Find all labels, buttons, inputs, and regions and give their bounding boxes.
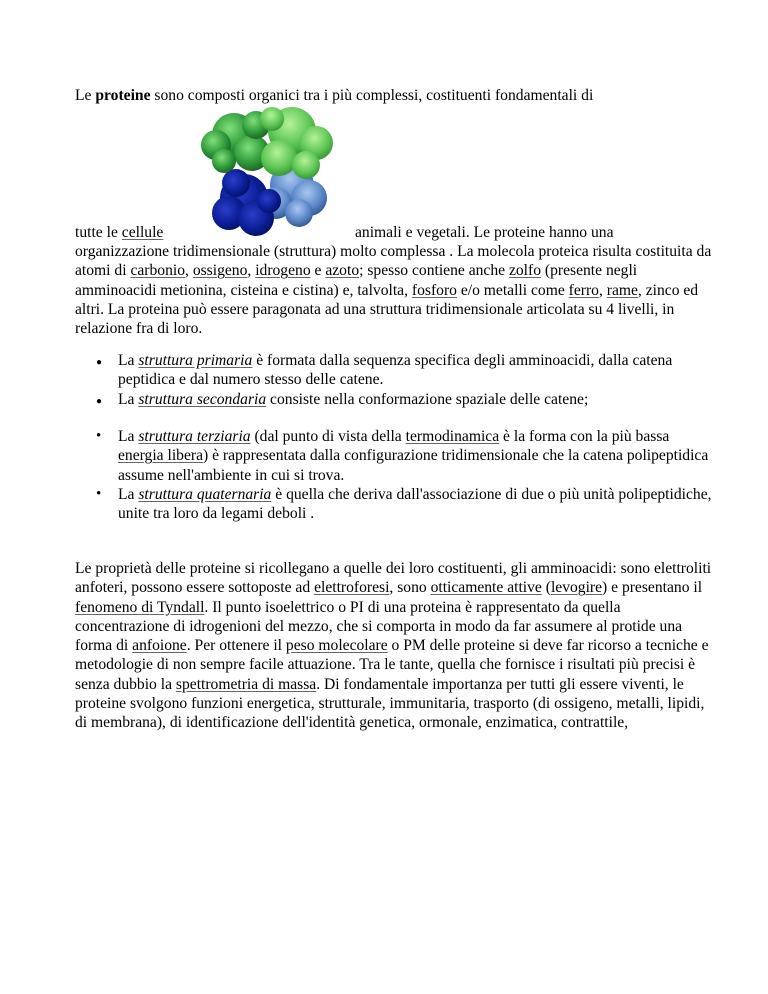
link-ossigeno[interactable]: ossigeno (192, 262, 248, 280)
text-run: consiste nella conformazione spaziale delle catene; (266, 390, 589, 408)
text-run: animali e vegetali. Le proteine hanno una (355, 224, 614, 241)
text-run: , sono (389, 579, 431, 597)
text-run: , (185, 262, 193, 280)
link-struttura-terziaria[interactable]: struttura terziaria (138, 428, 251, 445)
text-run: ; spesso contiene anche (359, 262, 509, 280)
properties-paragraph (75, 559, 715, 733)
link-spettrometria-di-massa[interactable]: spettrometria di massa (175, 675, 317, 693)
text-run: La (118, 352, 139, 369)
text-run: o PM delle proteine si deve far ricorso a tecniche e metodologie di non sempre facile attuazione. Tra le tante, quella che fornisce i risultati più precisi è senza dubbio la (75, 637, 709, 693)
link-fenomeno-di-tyndall[interactable]: fenomeno di Tyndall (75, 598, 205, 616)
link-otticamente-attive[interactable]: otticamente attive (430, 579, 542, 597)
text-run: (dal punto di vista della (250, 428, 406, 445)
link-struttura-secondaria[interactable]: struttura secondaria (138, 390, 267, 408)
list-item (96, 485, 716, 524)
link-elettroforesi[interactable]: elettroforesi (314, 579, 390, 597)
link-ferro[interactable]: ferro (568, 281, 599, 299)
text-run: (presente negli amminoacidi metionina, cisteina e cistina) e, talvolta, (75, 262, 638, 299)
bullet-icon: ● (96, 395, 103, 407)
text-run: . Di fondamentale importanza per tutti gli essere viventi, le proteine svolgono funzioni energetica, strutturale, immunitaria, trasporto (di ossigeno, metalli, lipidi, di membrana), di identificazione dell'identità genetica, ormonale, enzimatica, contrattile, (75, 675, 705, 732)
text-run: , zinco ed altri. La proteina può essere paragonata ad una struttura tridimensionale articolata su 4 livelli, in relazione fra di loro. (75, 281, 699, 338)
link-azoto[interactable]: azoto (325, 262, 360, 280)
text-run: e (310, 262, 326, 280)
text-run: è la forma con la più bassa (499, 428, 670, 445)
text-run: sono composti organici tra i più complessi, costituenti fondamentali di (150, 87, 594, 104)
bullet-icon: • (96, 485, 102, 502)
text-run: è quella che deriva dall'associazione di due o più unità polipeptidiche, unite tra loro da legami deboli . (118, 485, 712, 523)
intro-line-2-cont (355, 223, 614, 242)
text-run: e/o metalli come (456, 281, 569, 299)
link-struttura-primaria[interactable]: struttura primaria (138, 352, 253, 369)
text-run: La (118, 485, 139, 503)
text-run: organizzazione tridimensionale (struttura) molto complessa . La molecola proteica risulta costituita da atomi di (75, 243, 712, 280)
bullet-icon: ● (96, 357, 103, 368)
keyword-proteine: proteine (95, 87, 151, 104)
link-zolfo[interactable]: zolfo (508, 262, 541, 280)
list-item (96, 351, 716, 390)
link-peso-molecolare[interactable]: peso molecolare (285, 637, 388, 655)
link-struttura-quaternaria[interactable]: struttura quaternaria (138, 485, 272, 503)
link-rame[interactable]: rame (606, 281, 638, 299)
text-run: Le (75, 87, 96, 104)
structure-list-2 (96, 427, 716, 523)
list-item (96, 390, 716, 409)
link-fosforo[interactable]: fosforo (411, 281, 457, 299)
text-run: . Il punto isoelettrico o PI di una proteina è rappresentato da quella concentrazione di idrogenioni del mezzo, che si comporta in modo da far assumere al protide una forma di (75, 598, 683, 655)
intro-line-2 (75, 223, 163, 242)
bullet-icon: • (96, 428, 102, 444)
list-item (96, 427, 716, 485)
link-anfoione[interactable]: anfoione (132, 637, 187, 655)
link-cellule[interactable]: cellule (121, 224, 164, 241)
text-run: , (598, 281, 607, 299)
link-carbonio[interactable]: carbonio (130, 262, 186, 280)
text-run: ) e presentano il (602, 579, 703, 597)
link-idrogeno[interactable]: idrogeno (255, 262, 311, 280)
text-run: La (118, 428, 139, 445)
text-run: . Per ottenere il (186, 637, 286, 655)
text-run: Le proprietà delle proteine si ricollegano a quelle dei loro costituenti, gli amminoacidi: sono elettroliti anfoteri, possono essere sottoposte ad (75, 560, 712, 597)
structure-list-1 (96, 351, 716, 409)
protein-structure-icon (194, 103, 344, 241)
text-run: La (118, 390, 139, 408)
intro-paragraph (75, 242, 715, 338)
link-levogire[interactable]: levogire (550, 579, 603, 597)
text-run: è formata dalla sequenza specifica degli amminoacidi, dalla catena peptidica e dal numero stesso delle catene. (118, 352, 673, 389)
text-run: tutte le (75, 224, 122, 241)
text-run: ) è rappresentata dalla configurazione tridimensionale che la catena polipeptidica assume nell'ambiente in cui si trova. (118, 447, 709, 484)
text-run: , (247, 262, 256, 280)
link-termodinamica[interactable]: termodinamica (405, 428, 500, 445)
link-energia-libera[interactable]: energia libera (118, 447, 203, 465)
text-run: ( (541, 579, 551, 597)
